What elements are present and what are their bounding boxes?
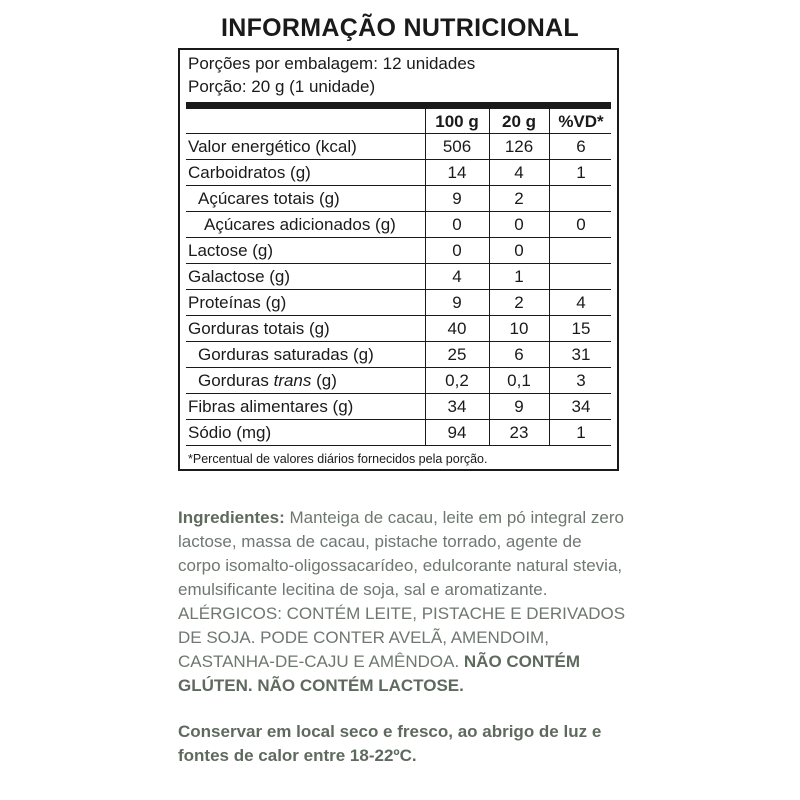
table-row	[180, 290, 617, 316]
nutrient-label: Proteínas (g)	[188, 293, 287, 312]
nutrient-label	[198, 368, 337, 394]
nutrient-label: Açúcares totais (g)	[198, 189, 340, 208]
value-20g: 2	[514, 189, 524, 208]
table-row	[180, 394, 617, 420]
nutrient-label-part: Gorduras	[198, 371, 274, 390]
storage-instructions: Conservar em local seco e fresco, ao abrigo de luz e fontes de calor entre 18-22ºC.	[178, 722, 602, 765]
table-row	[180, 238, 617, 264]
nutrient-label-italic: trans	[273, 371, 312, 390]
nutrition-table	[178, 48, 619, 471]
table-row	[180, 420, 617, 446]
footnote: *Percentual de valores diários fornecidos pela porção.	[188, 452, 488, 466]
table-row	[180, 186, 617, 212]
nutrient-label: Gorduras totais (g)	[188, 319, 330, 338]
value-vd: 34	[571, 397, 591, 416]
value-100g: 506	[442, 137, 472, 156]
nutrient-label-part: (g)	[311, 371, 337, 390]
value-20g: 1	[514, 267, 524, 286]
table-row	[180, 212, 617, 238]
value-20g: 126	[504, 137, 534, 156]
value-100g: 9	[452, 293, 462, 312]
value-vd: 4	[576, 293, 586, 312]
value-vd: 1	[576, 163, 586, 182]
value-100g: 4	[452, 267, 462, 286]
value-100g: 0,2	[445, 371, 469, 390]
ingredients-heading: Ingredientes:	[178, 508, 285, 527]
table-row	[180, 134, 617, 160]
value-100g: 25	[447, 345, 467, 364]
gluten-lactose-notice: NÃO CONTÉM GLÚTEN. NÃO CONTÉM LACTOSE.	[178, 652, 581, 695]
value-vd: 6	[576, 137, 586, 156]
nutrient-label: Carboidratos (g)	[188, 163, 311, 182]
value-100g: 9	[452, 189, 462, 208]
value-vd: 3	[576, 371, 586, 390]
value-100g: 40	[447, 319, 467, 338]
servings-per-package: Porções por embalagem: 12 unidades	[188, 54, 476, 73]
header-20g: 20 g	[501, 112, 537, 131]
page-title: INFORMAÇÃO NUTRICIONAL	[221, 14, 579, 42]
nutrient-label: Açúcares adicionados (g)	[204, 215, 396, 234]
nutrient-label: Sódio (mg)	[188, 423, 272, 442]
value-100g: 14	[447, 163, 467, 182]
table-row	[180, 342, 617, 368]
header-vd: %VD*	[558, 112, 604, 131]
table-row	[180, 264, 617, 290]
thick-divider	[186, 102, 611, 109]
value-100g: 34	[447, 397, 467, 416]
table-row	[180, 316, 617, 342]
nutrient-label: Valor energético (kcal)	[188, 137, 357, 156]
nutrient-label: Gorduras saturadas (g)	[198, 345, 374, 364]
value-vd: 31	[571, 345, 591, 364]
value-20g: 23	[509, 423, 529, 442]
nutrient-label: Lactose (g)	[188, 241, 274, 260]
value-20g: 0,1	[507, 371, 531, 390]
value-20g: 6	[514, 345, 524, 364]
row-divider	[186, 445, 611, 446]
value-vd: 15	[571, 319, 591, 338]
value-20g: 4	[514, 163, 524, 182]
value-100g: 94	[447, 423, 467, 442]
nutrient-label: Galactose (g)	[188, 267, 291, 286]
table-row	[180, 368, 617, 394]
ingredients-text: Manteiga de cacau, leite em pó integral zero lactose, massa de cacau, pistache torrado, agente de corpo isomalto-oligossacarídeo, edulcorante natural stevia, emulsificante lecitina de soja, sal e aromatizante. ALÉRGICOS: CONTÉM LEITE, PISTACHE E DERIVADOS DE SOJA. PODE CONTER AVELÃ, AMENDOIM, CASTANHA-DE-CAJU E AMÊNDOA.	[178, 508, 626, 671]
value-vd: 1	[576, 423, 586, 442]
table-row	[180, 160, 617, 186]
value-20g: 0	[514, 215, 524, 234]
ingredients-block	[178, 506, 628, 698]
value-20g: 9	[514, 397, 524, 416]
value-20g: 2	[514, 293, 524, 312]
nutrient-label: Fibras alimentares (g)	[188, 397, 354, 416]
value-vd: 0	[576, 215, 586, 234]
value-100g: 0	[452, 215, 462, 234]
header-100g: 100 g	[435, 112, 479, 131]
value-20g: 0	[514, 241, 524, 260]
value-100g: 0	[452, 241, 462, 260]
portion-size: Porção: 20 g (1 unidade)	[188, 77, 376, 96]
value-20g: 10	[509, 319, 529, 338]
